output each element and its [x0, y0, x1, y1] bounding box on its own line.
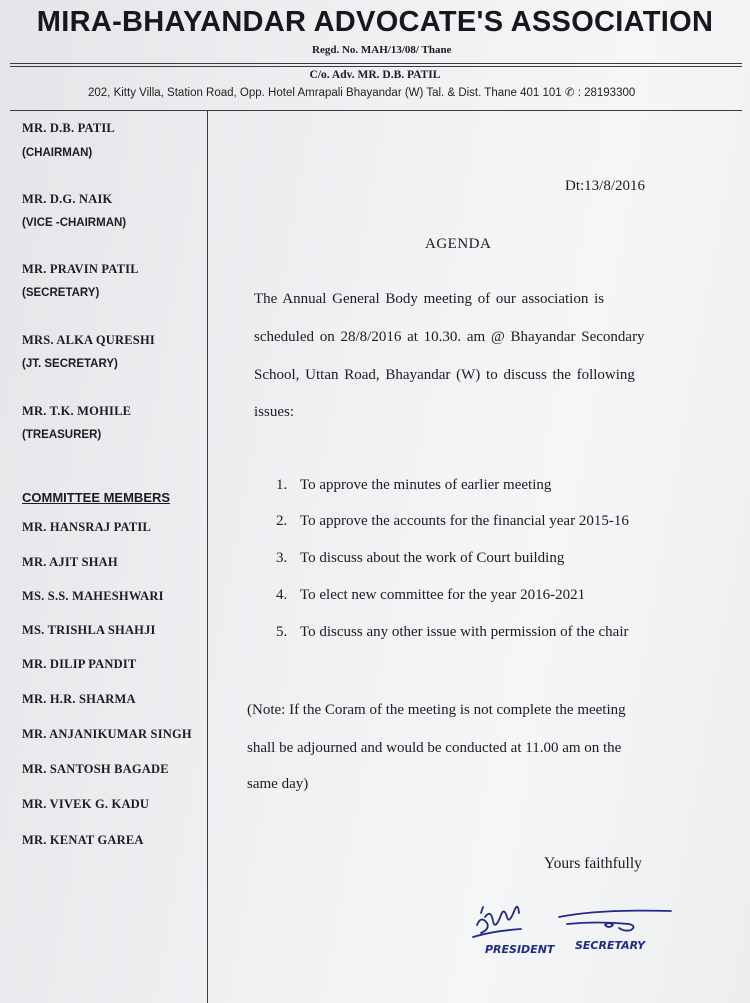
- committee-member: MR. VIVEK G. KADU: [22, 797, 150, 811]
- agenda-item-number: 4.: [276, 587, 288, 603]
- note-line: (Note: If the Coram of the meeting is not complete the meeting: [247, 702, 626, 718]
- committee-member: MR. DILIP PANDIT: [22, 657, 137, 671]
- agenda-item-text: To discuss about the work of Court building: [300, 550, 565, 566]
- closing-salutation: Yours faithfully: [544, 855, 642, 872]
- paragraph-line: School, Uttan Road, Bhayandar (W) to discuss the following: [254, 367, 635, 383]
- signatures-block: [455, 895, 695, 965]
- agenda-item-text: To discuss any other issue with permission of the chair: [300, 624, 629, 640]
- committee-member: MS. TRISHLA SHAHJI: [22, 623, 156, 637]
- committee-member: MR. HANSRAJ PATIL: [22, 520, 151, 534]
- office-bearer-role: (JT. SECRETARY): [22, 358, 118, 370]
- agenda-item-number: 5.: [276, 624, 288, 640]
- committee-member: MR. SANTOSH BAGADE: [22, 762, 169, 776]
- registration-number: Regd. No. MAH/13/08/ Thane: [312, 44, 452, 56]
- header-rule-top-2: [10, 66, 742, 67]
- agenda-item-number: 2.: [276, 513, 288, 529]
- agenda-item: [276, 513, 629, 530]
- agenda-item: [276, 624, 628, 641]
- agenda-title: AGENDA: [425, 236, 492, 252]
- committee-member: MS. S.S. MAHESHWARI: [22, 589, 164, 603]
- office-bearer-role: (TREASURER): [22, 429, 102, 441]
- agenda-item-number: 3.: [276, 550, 288, 566]
- committee-member: MR. H.R. SHARMA: [22, 692, 136, 706]
- note-line: shall be adjourned and would be conducted at 11.00 am on the: [247, 740, 622, 756]
- column-divider: [207, 111, 208, 1003]
- letter-date: Dt:13/8/2016: [565, 178, 646, 194]
- office-bearer-role: (VICE -CHAIRMAN): [22, 217, 127, 229]
- address-line: 202, Kitty Villa, Station Road, Opp. Hotel Amrapali Bhayandar (W) Tal. & Dist. Thane 401 101 ✆ : 28193300: [88, 87, 636, 99]
- secretary-caption: SECRETARY: [575, 939, 646, 952]
- note-line: same day): [247, 776, 309, 792]
- office-bearer-name: MRS. ALKA QURESHI: [22, 333, 155, 347]
- agenda-item: [276, 477, 551, 494]
- office-bearer-name: MR. D.G. NAIK: [22, 192, 113, 206]
- committee-member: MR. KENAT GAREA: [22, 833, 144, 847]
- office-bearer-name: MR. T.K. MOHILE: [22, 404, 132, 418]
- agenda-item: [276, 550, 564, 567]
- header-rule-bottom: [10, 110, 742, 111]
- paragraph-line: scheduled on 28/8/2016 at 10.30. am @ Bhayandar Secondary: [254, 329, 645, 345]
- agenda-item-text: To approve the accounts for the financial year 2015-16: [300, 513, 629, 529]
- paragraph-line: issues:: [254, 404, 295, 420]
- handwritten-signatures-image: [455, 895, 695, 965]
- committee-member: MR. AJIT SHAH: [22, 555, 118, 569]
- agenda-item-text: To approve the minutes of earlier meeting: [300, 477, 552, 493]
- paragraph-line: The Annual General Body meeting of our association is: [254, 291, 605, 307]
- office-bearer-name: MR. D.B. PATIL: [22, 121, 115, 135]
- office-bearer-role: (CHAIRMAN): [22, 147, 93, 159]
- office-bearer-name: MR. PRAVIN PATIL: [22, 262, 139, 276]
- agenda-item: [276, 587, 585, 604]
- care-of-line: C/o. Adv. MR. D.B. PATIL: [309, 69, 441, 81]
- header-rule-top: [10, 63, 742, 64]
- office-bearer-role: (SECRETARY): [22, 287, 100, 299]
- president-caption: PRESIDENT: [485, 943, 555, 956]
- committee-member: MR. ANJANIKUMAR SINGH: [22, 727, 192, 741]
- agenda-item-number: 1.: [276, 477, 288, 493]
- agenda-item-text: To elect new committee for the year 2016-2021: [300, 587, 586, 603]
- committee-heading: COMMITTEE MEMBERS: [22, 490, 171, 505]
- organization-name: MIRA-BHAYANDAR ADVOCATE'S ASSOCIATION: [36, 6, 714, 38]
